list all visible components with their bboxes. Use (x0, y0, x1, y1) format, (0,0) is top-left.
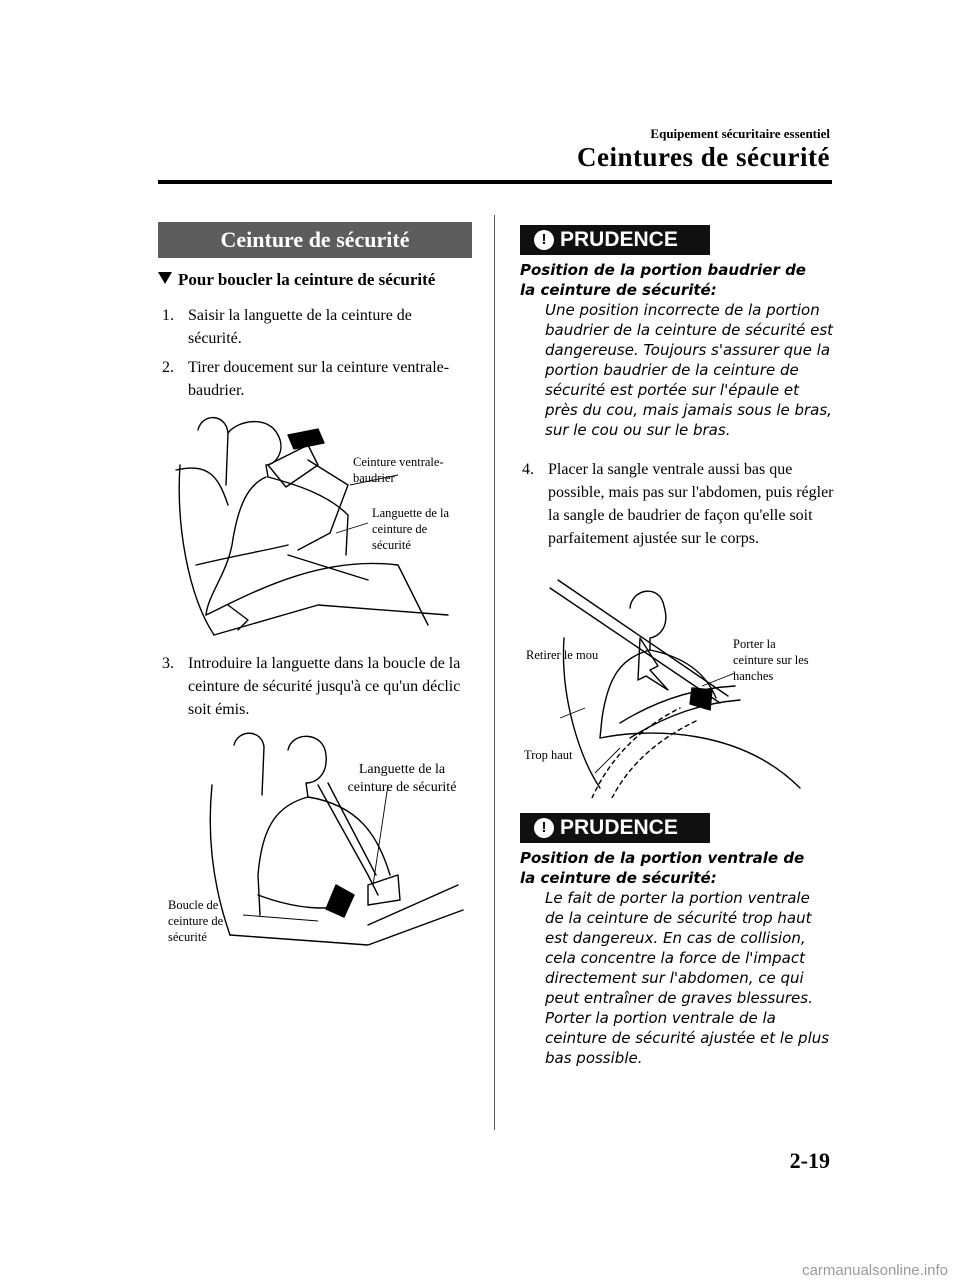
step-2 (162, 356, 462, 402)
step-text: Introduire la languette dans la boucle de la ceinture de sécurité jusqu'à ce qu'un déclic soit émis. (188, 655, 461, 718)
step-number: 4. (522, 461, 534, 478)
step-number: 3. (162, 655, 174, 672)
figure-lap-belt (520, 578, 820, 798)
step-1 (162, 304, 462, 350)
step-text: Placer la sangle ventrale aussi bas que possible, mais pas sur l'abdomen, puis régler la sangle de baudrier de façon qu'elle soit parfaitement ajustée sur le corps. (548, 461, 834, 547)
section-banner: Ceinture de sécurité (158, 222, 472, 258)
step-text: Saisir la languette de la ceinture de sécurité. (188, 307, 412, 347)
caution-badge-1 (520, 225, 710, 255)
warning-icon: ! (534, 818, 554, 838)
label-remove-slack: Retirer le mou (526, 648, 599, 662)
watermark: carmanualsonline.info (802, 1262, 948, 1279)
label-wear-on-hips: Porter la ceinture sur les hanches (733, 637, 809, 683)
caution-badge-label: PRUDENCE (560, 228, 678, 251)
subheading (158, 270, 435, 290)
triangle-bullet-icon (158, 272, 172, 284)
chapter-title: Ceintures de sécurité (577, 142, 830, 172)
subheading-text: Pour boucler la ceinture de sécurité (178, 270, 436, 289)
column-divider (494, 215, 495, 1130)
warning-icon: ! (534, 230, 554, 250)
caution-badge-label: PRUDENCE (560, 816, 678, 839)
label-too-high: Trop haut (524, 748, 573, 762)
header-section-label: Equipement sécuritaire essentiel (650, 126, 830, 141)
page-number: 2-19 (789, 1148, 830, 1173)
step-text: Tirer doucement sur la ceinture ventrale-baudrier. (188, 359, 450, 399)
step-3 (162, 652, 467, 721)
step-4 (522, 458, 834, 550)
label-tongue-1: Languette de la ceinture de sécurité (372, 506, 450, 552)
label-buckle: Boucle de ceinture de sécurité (168, 898, 224, 944)
caution-1-heading: Position de la portion baudrier de la ceinture de sécurité: (520, 261, 806, 299)
header-rule (158, 180, 832, 184)
caution-2-heading: Position de la portion ventrale de la ceinture de sécurité: (520, 849, 805, 887)
caution-badge-2 (520, 813, 710, 843)
caution-2-body: Le fait de porter la portion ventrale de la ceinture de sécurité trop haut est dangereux. En cas de collision, cela concentre la force de l'impact directement sur l'abdomen, ce qui peut entraîner de graves blessures. Porter la portion ventrale de la ceinture de sécurité ajustée et le plus bas possible. (545, 889, 830, 1067)
step-number: 2. (162, 359, 174, 376)
caution-1-body: Une position incorrecte de la portion baudrier de la ceinture de sécurité est dangereuse. Toujours s'assurer que la portion baudrier de la ceinture de sécurité est portée sur l'épaule et près du cou, mais jamais sous le bras, sur le cou ou sur le bras. (545, 301, 834, 439)
step-number: 1. (162, 307, 174, 324)
label-belt: Ceinture ventrale-baudrier (353, 455, 444, 485)
label-tongue-2: Languette de la ceinture de sécurité (347, 762, 457, 795)
